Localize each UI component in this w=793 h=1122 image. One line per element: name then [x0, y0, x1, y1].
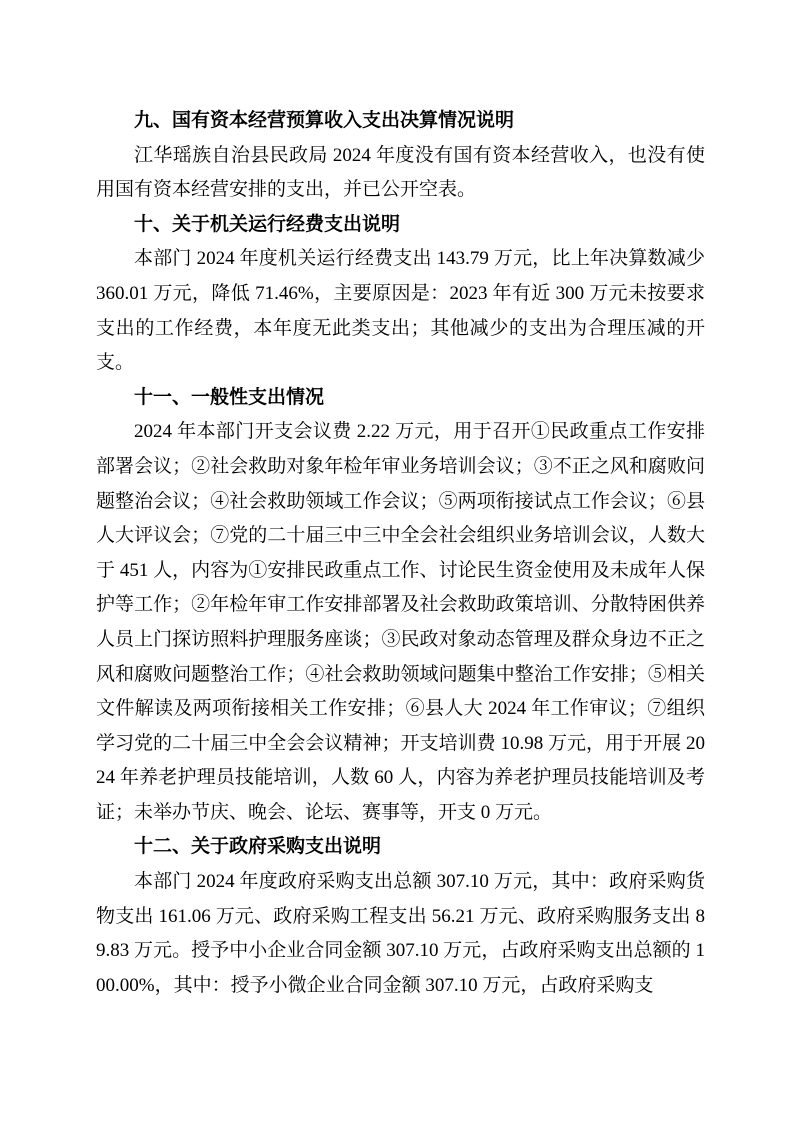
section-operating-expenses	[96, 208, 705, 381]
paragraph: 2024 年本部门开支会议费 2.22 万元，用于召开①民政重点工作安排部署会议；②社会救助对象年检年审业务培训会议；③不正之风和腐败问题整治会议；④社会救助领域工作会议；⑤两项衔接试点工作会议；⑥县人大评议会；⑦党的二十届三中三中全会社会组织业务培训会议，人数大于 451 人，内容为①安排民政重点工作、讨论民生资金使用及未成年人保护等工作；②年检年审工作安排部署及社会救助政策培训、分散特困供养人员上门探访照料护理服务座谈；③民政对象动态管理及群众身边不正之风和腐败问题整治工作；④社会救助领域问题集中整治工作安排；⑤相关文件解读及两项衔接相关工作安排；⑥县人大 2024 年工作审议；⑦组织学习党的二十届三中全会会议精神；开支培训费 10.98 万元，用于开展 2024 年养老护理员技能培训，人数 60 人，内容为养老护理员技能培训及考证；未举办节庆、晚会、论坛、赛事等，开支 0 万元。	[96, 421, 705, 823]
section-heading: 九、国有资本经营预算收入支出决算情况说明	[134, 110, 515, 131]
section-government-procurement	[96, 830, 705, 1003]
section-heading: 十一、一般性支出情况	[134, 386, 325, 408]
section-general-expenditure	[96, 381, 705, 831]
document-body	[96, 104, 705, 1003]
section-heading: 十、关于机关运行经费支出说明	[134, 213, 401, 235]
paragraph: 本部门 2024 年度政府采购支出总额 307.10 万元，其中：政府采购货物支出 161.06 万元、政府采购工程支出 56.21 万元、政府采购服务支出 89.83 万元。授予中小企业合同金额 307.10 万元，占政府采购支出总额的 100.00%，其中：授予小微企业合同金额 307.10 万元，占政府采购支	[96, 871, 705, 996]
section-state-capital	[96, 104, 705, 208]
paragraph: 江华瑶族自治县民政局 2024 年度没有国有资本经营收入，也没有使用国有资本经营安排的支出，并已公开空表。	[96, 144, 705, 201]
paragraph: 本部门 2024 年度机关运行经费支出 143.79 万元，比上年决算数减少 360.01 万元，降低 71.46%，主要原因是：2023 年有近 300 万元未按要求支出的工作经费，本年度无此类支出；其他减少的支出为合理压减的开支。	[96, 248, 705, 374]
section-heading: 十二、关于政府采购支出说明	[134, 836, 382, 858]
